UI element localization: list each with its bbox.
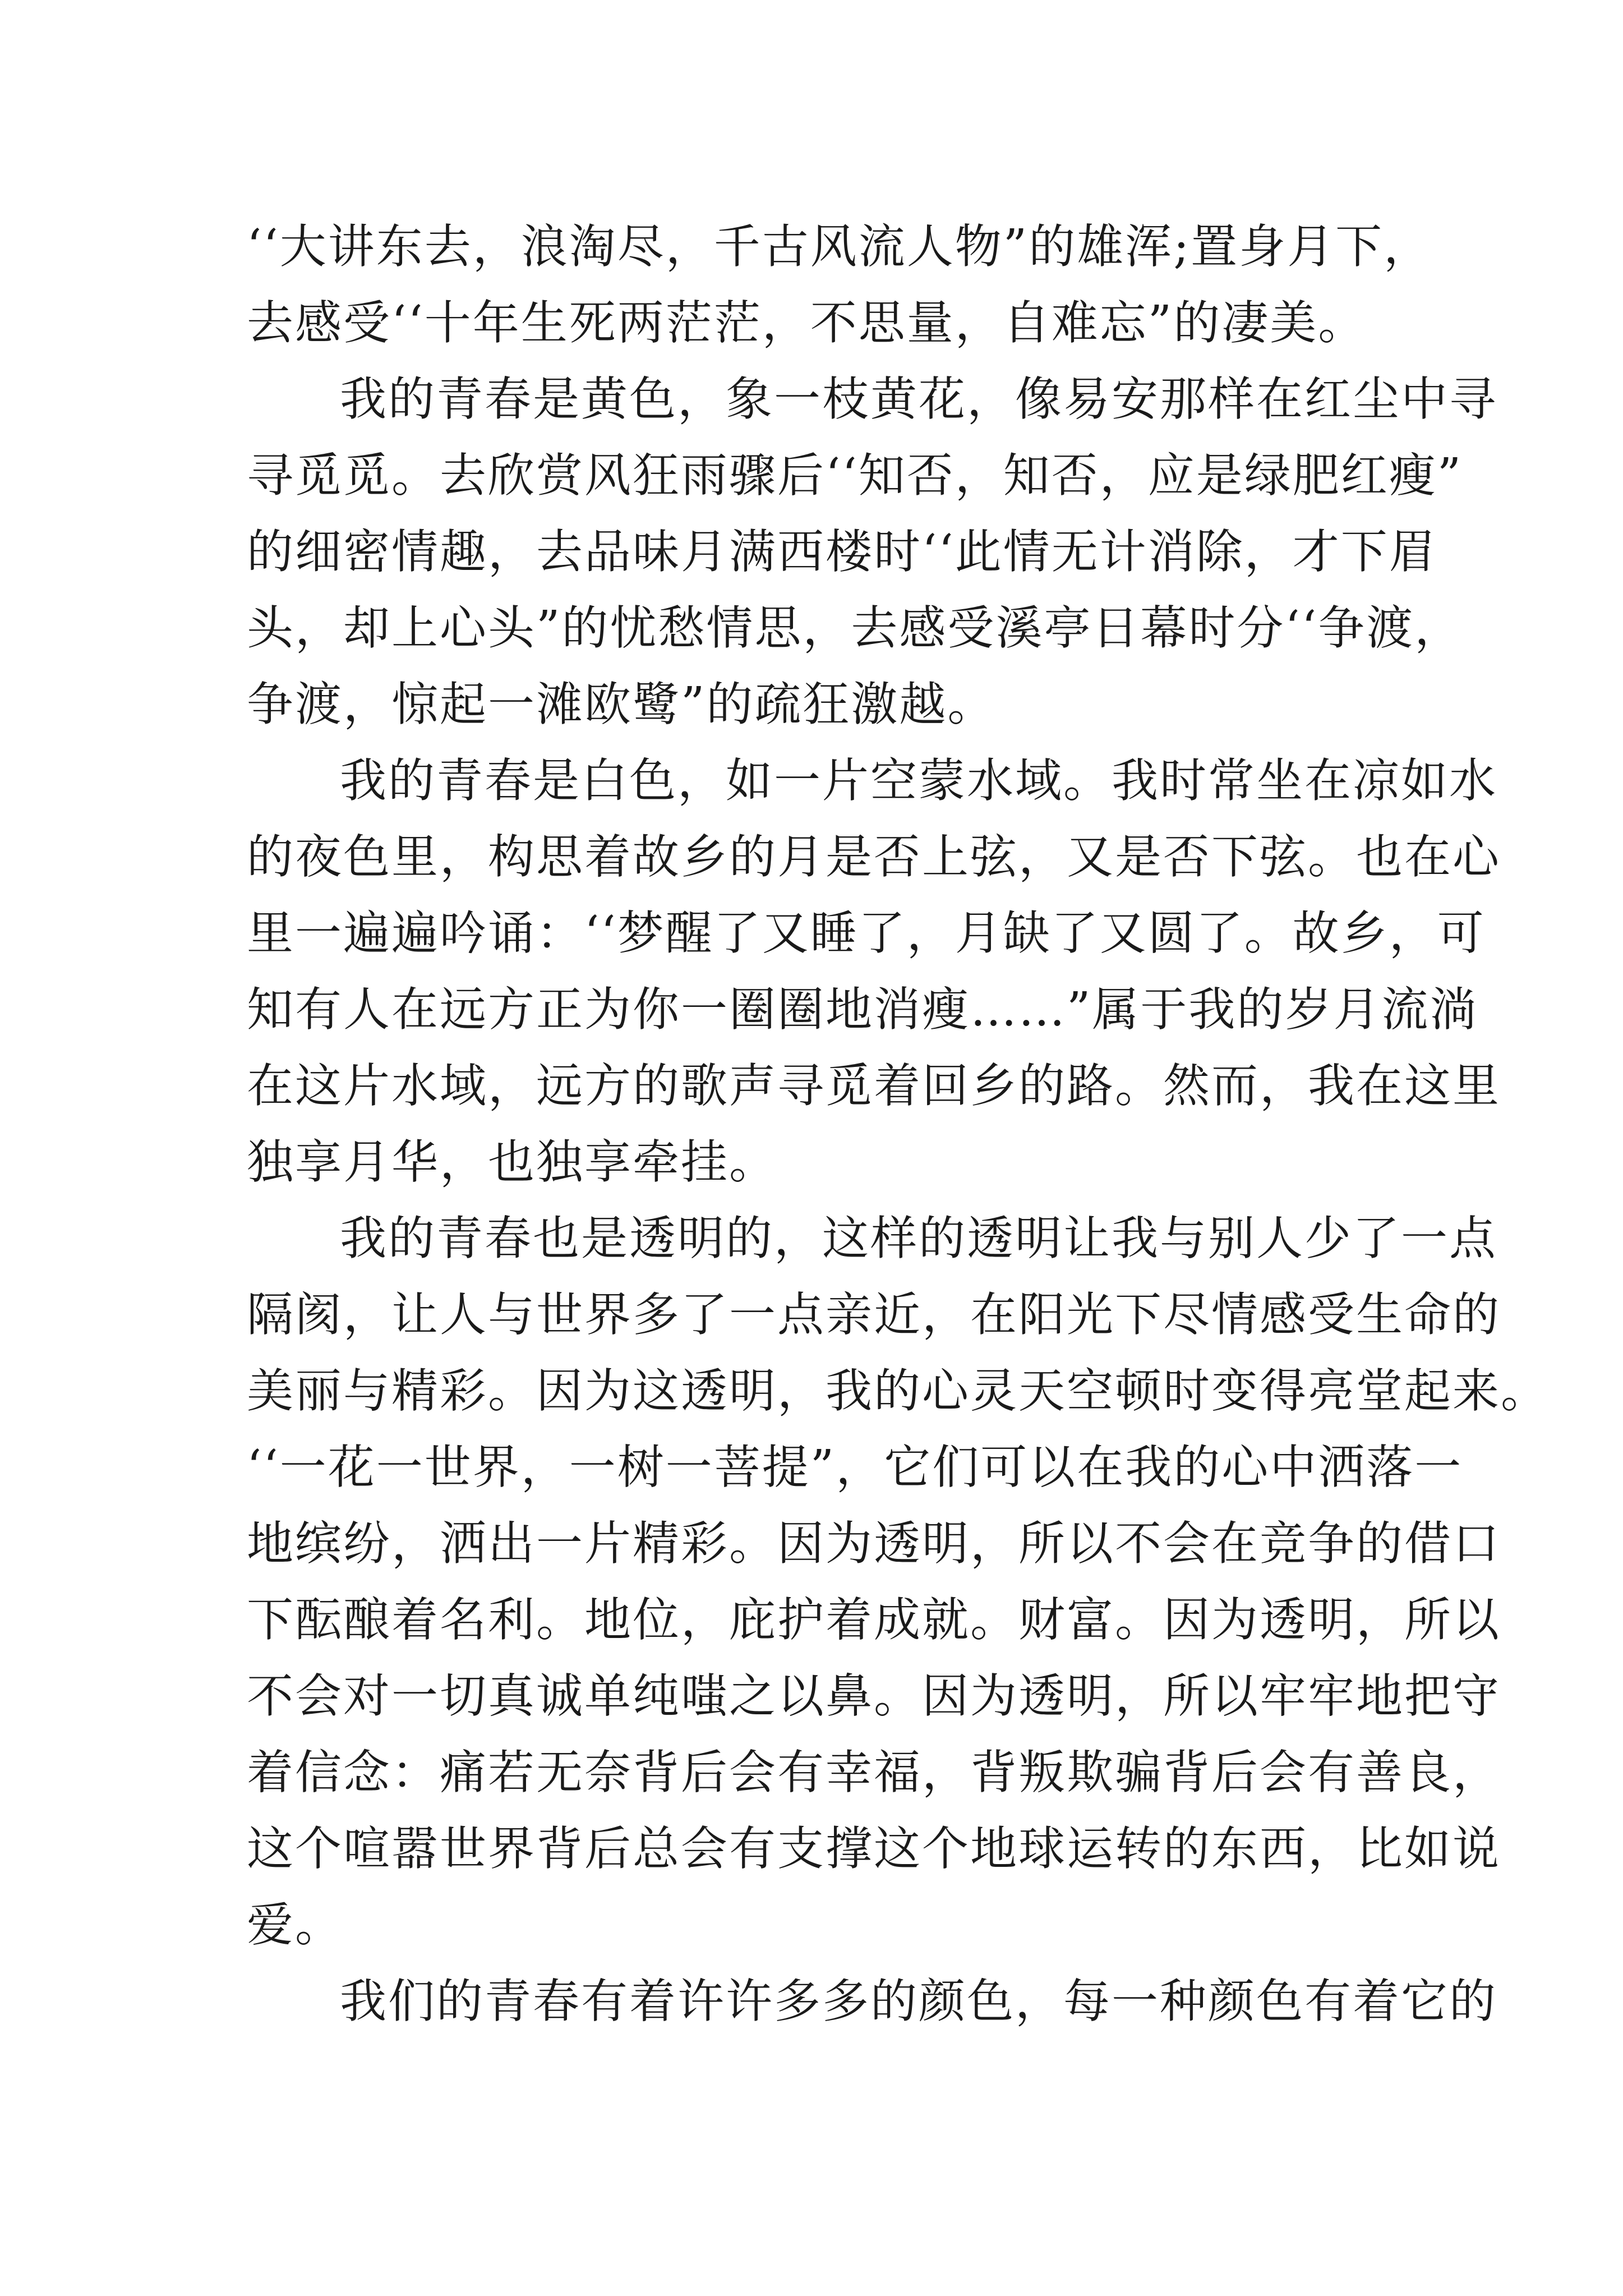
- paragraph-2-line-1: 的夜色里，构思着故乡的月是否上弦，又是否下弦。也在心: [247, 830, 1501, 884]
- paragraph-0-line-1: 去感受‘‘十年生死两茫茫，不思量，自难忘”的凄美。: [247, 296, 1367, 350]
- paragraph-3-line-7: 着信念：痛若无奈背后会有幸福，背叛欺骗背后会有善良，: [247, 1745, 1501, 1800]
- paragraph-3-line-5: 下酝酿着名利。地位，庇护着成就。财富。因为透明，所以: [247, 1593, 1501, 1647]
- paragraph-0-line-0: ‘‘大讲东去，浪淘尽，千古风流人物”的雄浑;置身月下，: [247, 219, 1432, 274]
- paragraph-2-line-2: 里一遍遍吟诵：‘‘梦醒了又睡了，月缺了又圆了。故乡，可: [247, 906, 1486, 960]
- paragraph-2-line-3: 知有人在远方正为你一圈圈地消瘦……”属于我的岁月流淌: [247, 982, 1478, 1037]
- paragraph-3-line-4: 地缤纷，洒出一片精彩。因为透明，所以不会在竞争的借口: [247, 1516, 1501, 1571]
- paragraph-4-line-0: 我们的青春有着许许多多的颜色，每一种颜色有着它的: [340, 1974, 1497, 2028]
- paragraph-1-line-4: 争渡，惊起一滩欧鹭”的疏狂激越。: [247, 677, 996, 731]
- paragraph-3-line-2: 美丽与精彩。因为这透明，我的心灵天空顿时变得亮堂起来。: [247, 1364, 1549, 1418]
- paragraph-3-line-9: 爱。: [247, 1898, 343, 1952]
- paragraph-3-line-3: ‘‘一花一世界，一树一菩提”，它们可以在我的心中洒落一: [247, 1440, 1463, 1494]
- paragraph-3-line-0: 我的青春也是透明的，这样的透明让我与别人少了一点: [340, 1211, 1497, 1266]
- paragraph-3-line-8: 这个喧嚣世界背后总会有支撑这个地球运转的东西，比如说: [247, 1821, 1501, 1876]
- paragraph-2-line-0: 我的青春是白色，如一片空蒙水域。我时常坐在凉如水: [340, 753, 1497, 808]
- paragraph-2-line-4: 在这片水域，远方的歌声寻觅着回乡的路。然而，我在这里: [247, 1059, 1501, 1113]
- paragraph-1-line-1: 寻觅觅。去欣赏风狂雨骤后‘‘知否，知否，应是绿肥红瘦”: [247, 448, 1463, 503]
- paragraph-3-line-1: 隔阂，让人与世界多了一点亲近，在阳光下尽情感受生命的: [247, 1287, 1501, 1342]
- paragraph-1-line-2: 的细密情趣，去品味月满西楼时‘‘此情无计消除，才下眉: [247, 524, 1437, 579]
- paragraph-1-line-0: 我的青春是黄色，象一枝黄花，像易安那样在红尘中寻: [340, 372, 1497, 426]
- body-text: [247, 209, 1549, 2040]
- paragraph-1-line-3: 头，却上心头”的忧愁情思，去感受溪亭日幕时分‘‘争渡，: [247, 601, 1463, 655]
- paragraph-2-line-5: 独享月华，也独享牵挂。: [247, 1135, 777, 1189]
- paragraph-3-line-6: 不会对一切真诚单纯嗤之以鼻。因为透明，所以牢牢地把守: [247, 1669, 1501, 1723]
